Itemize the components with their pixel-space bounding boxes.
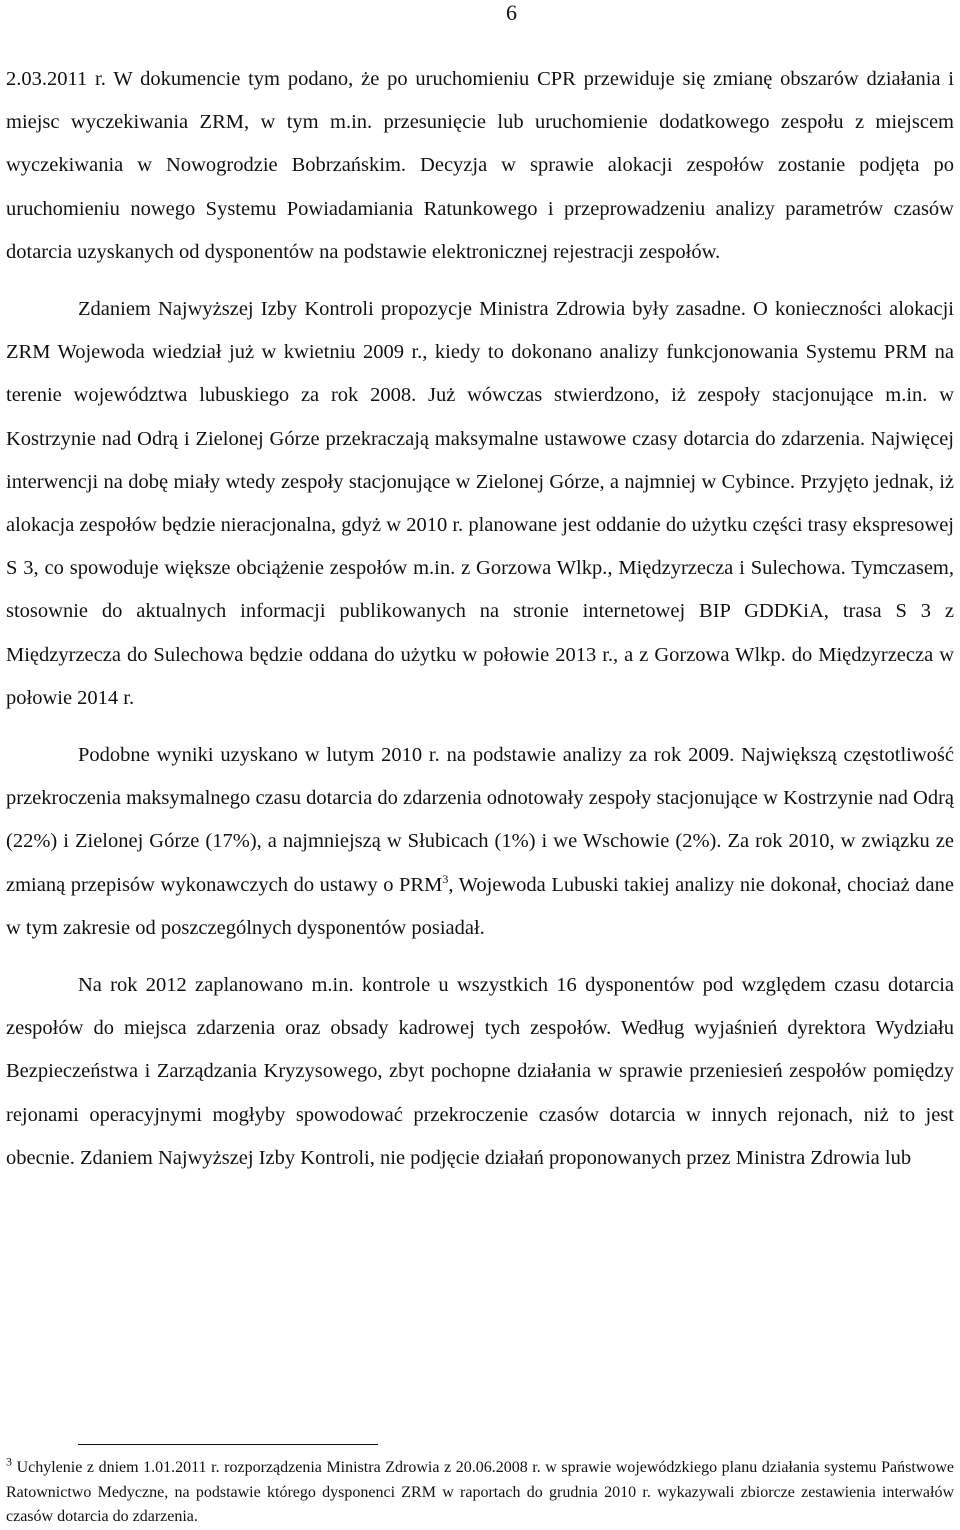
page-number: 6 xyxy=(506,0,517,25)
paragraph-3-text-end: , Wojewoda Lubuski takiej analizy nie dokonał, chociaż dane w tym zakresie od poszczególnych dysponentów posiadał. xyxy=(6,873,954,939)
footnote xyxy=(6,1456,954,1530)
footnote-reference[interactable]: 3 xyxy=(442,871,449,886)
footnotes xyxy=(6,1456,954,1530)
paragraph-4: Na rok 2012 zaplanowano m.in. kontrole u wszystkich 16 dysponentów pod względem czasu dotarcia zespołów do miejsca zdarzenia oraz obsady kadrowej tych zespołów. Według wyjaśnień dyrektora Wydziału Bezpieczeństwa i Zarządzania Kryzysowego, zbyt pochopne działania w sprawie przeniesień zespołów pomiędzy rejonami operacyjnymi mogłyby spowodować przekroczenie czasów dotarcia w innych rejonach, niż to jest obecnie. Zdaniem Najwyższej Izby Kontroli, nie podjęcie działań proponowanych przez Ministra Zdrowia lub xyxy=(6,974,954,1169)
footnote-separator xyxy=(78,1444,378,1445)
paragraph-2: Zdaniem Najwyższej Izby Kontroli propozycje Ministra Zdrowia były zasadne. O konieczności alokacji ZRM Wojewoda wiedział już w kwietniu 2009 r., kiedy to dokonano analizy funkcjonowania Systemu PRM na terenie województwa lubuskiego za rok 2008. Już wówczas stwierdzono, iż zespoły stacjonujące m.in. w Kostrzynie nad Odrą i Zielonej Górze przekraczają maksymalne ustawowe czasy dotarcia do zdarzenia. Najwięcej interwencji na dobę miały wtedy zespoły stacjonujące w Zielonej Górze, a najmniej w Cybince. Przyjęto jednak, iż alokacja zespołów będzie nieracjonalna, gdyż w 2010 r. planowane jest oddanie do użytku części trasy ekspresowej S 3, co spowoduje większe obciążenie zespołów m.in. z Gorzowa Wlkp., Międzyrzecza i Sulechowa. Tymczasem, stosownie do aktualnych informacji publikowanych na stronie internetowej BIP GDDKiA, trasa S 3 z Międzyrzecza do Sulechowa będzie oddana do użytku w połowie 2013 r., a z Gorzowa Wlkp. do Międzyrzecza w połowie 2014 r. xyxy=(6,298,954,709)
footnote-text: Uchylenie z dniem 1.01.2011 r. rozporządzenia Ministra Zdrowia z 20.06.2008 r. w sprawie wojewódzkiego planu działania systemu Państwowe Ratownictwo Medyczne, na podstawie którego dysponenci ZRM w raportach do grudnia 2010 r. wykazywali zbiorcze zestawienia interwałów czasów dotarcia do zdarzenia. xyxy=(6,1459,954,1525)
paragraph-1: 2.03.2011 r. W dokumencie tym podano, że po uruchomieniu CPR przewiduje się zmianę obszarów działania i miejsc wyczekiwania ZRM, w tym m.in. przesunięcie lub uruchomienie dodatkowego zespołu z miejscem wyczekiwania w Nowogrodzie Bobrzańskim. Decyzja w sprawie alokacji zespołów zostanie podjęta po uruchomieniu nowego Systemu Powiadamiania Ratunkowego i przeprowadzeniu analizy parametrów czasów dotarcia uzyskanych od dysponentów na podstawie elektronicznej rejestracji zespołów. xyxy=(6,68,954,263)
body-text xyxy=(6,58,954,1180)
footnote-marker: 3 xyxy=(6,1454,12,1469)
paragraph-3-text-start: Podobne wyniki uzyskano w lutym 2010 r. na podstawie analizy za rok 2009. Największą częstotliwość przekroczenia maksymalnego czasu dotarcia do zdarzenia odnotowały zespoły stacjonujące w Kostrzynie nad Odrą (22%) i Zielonej Górze (17%), a najmniejszą w Słubicach (1%) i we Wschowie (2%). Za rok 2010, w związku ze zmianą przepisów wykonawczych do ustawy o PRM xyxy=(6,744,954,896)
paragraph-3 xyxy=(6,734,954,950)
